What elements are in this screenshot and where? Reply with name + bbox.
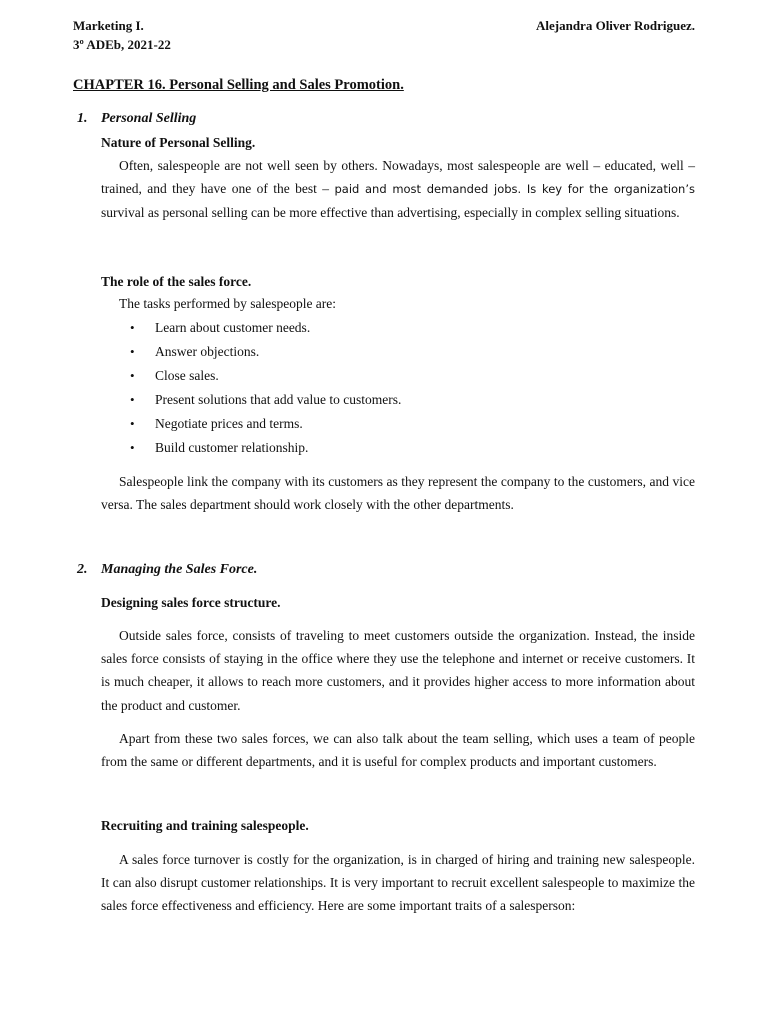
subheading-nature: Nature of Personal Selling. [101,135,256,150]
paragraph-role-closing: Salespeople link the company with its customers as they represent the company to the customers, and vice versa. The sales department should work closely with the other departments. [101,474,695,513]
paragraph-nature-part3: survival as personal selling can be more effective than advertising, especially in complex selling situations. [101,205,680,221]
paragraph-nature-part2: paid and most demanded jobs. Is key for the organization’s [334,182,695,197]
list-item: • Close sales. [130,366,401,390]
subheading-recruiting: Recruiting and training salespeople. [101,818,309,833]
list-item: • Present solutions that add value to customers. [130,390,401,414]
list-item: • Build customer relationship. [130,438,401,462]
tasks-list [130,318,401,462]
bullet-icon: • [130,344,135,359]
bullet-icon: • [130,440,135,455]
tasks-intro: The tasks performed by salespeople are: [119,296,337,311]
bullet-icon: • [130,368,135,383]
subheading-designing: Designing sales force structure. [101,595,281,610]
list-item: • Answer objections. [130,342,401,366]
paragraph-nature-part1: Often, salespeople are not well seen by others. Nowadays, most salespeople are well – educated, well – trained, and they have one of the best – [101,158,695,197]
bullet-icon: • [130,320,135,335]
section-number: 2. [77,562,88,577]
header-course-info [73,16,171,54]
section-title: Personal Selling [101,111,197,126]
section-heading-personal-selling [77,111,196,127]
paragraph-recruiting-1: A sales force turnover is costly for the organization, is in charged of hiring and training new salespeople. It can also disrupt customer relationships. It is very important to recruit excellent salespeople to maximize the sales force effectiveness and efficiency. Here are some important traits of a salesperson: [101,852,695,914]
bullet-icon: • [130,416,135,431]
paragraph-nature [101,154,695,225]
bullet-icon: • [130,392,135,407]
header-course-name: Marketing I. [73,18,144,33]
list-item: • Learn about customer needs. [130,318,401,342]
section-title: Managing the Sales Force. [101,562,258,577]
section-number: 1. [77,111,88,126]
paragraph-designing-2: Apart from these two sales forces, we can also talk about the team selling, which uses a team of people from the same or different departments, and it is useful for complex products and important customers. [101,731,695,770]
chapter-title: CHAPTER 16. Personal Selling and Sales Promotion. [73,77,404,93]
header-course-group: 3º ADEb, 2021-22 [73,37,171,52]
list-item: • Negotiate prices and terms. [130,414,401,438]
header-author: Alejandra Oliver Rodriguez. [536,18,695,33]
subheading-role: The role of the sales force. [101,274,252,289]
paragraph-designing-1: Outside sales force, consists of traveling to meet customers outside the organization. Instead, the inside sales force consists of staying in the office where they use the telephone and internet or receive customers. It is much cheaper, it allows to reach more customers, and it provides higher access to more information about the product and customer. [101,628,695,713]
section-heading-managing [77,562,257,578]
